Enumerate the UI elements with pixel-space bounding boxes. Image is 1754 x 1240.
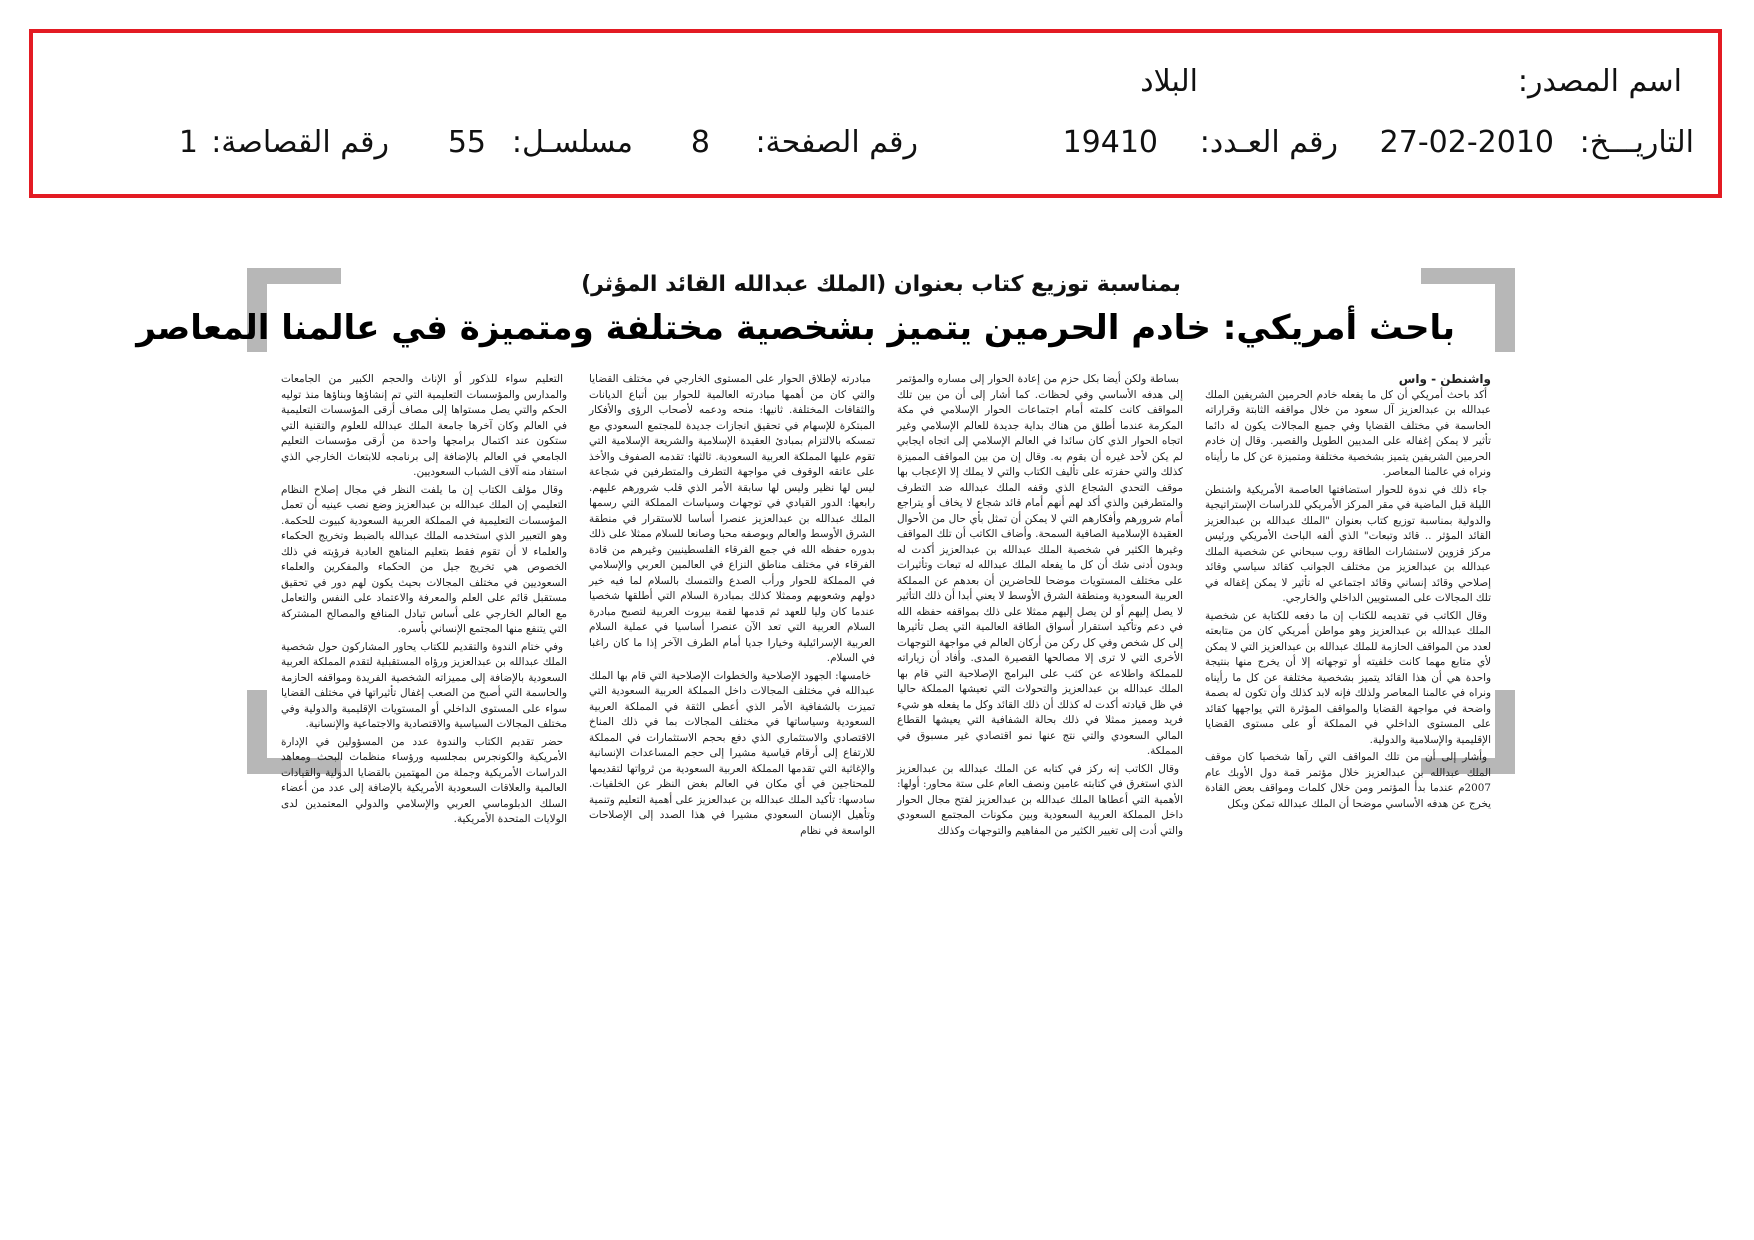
- serial-label: مسلسـل:: [511, 125, 633, 160]
- paragraph: وقال مؤلف الكتاب إن ما يلفت النظر في مجال إصلاح النظام التعليمي إن الملك عبدالله بن عبدالعزيز وضع نصب عينيه أن تعمل المؤسسات التعليمية في المملكة العربية السعودية كبيوت للحكمة. وهو التعبير الذي استخدمه الملك عبدالله بالضبط وتخريج الحكماء والعلماء لا أن تقوم فقط بتعليم المناهج العادية فرؤيته في ذلك الخصوص هي تخريج جيل من الحكماء والمفكرين والعلماء السعوديين في مختلف المجالات بحيث يكون لهم دور في تحقيق مستقبل قائم على العلم والمعرفة والاعتماد على النفس والتعامل مع العالم الخارجي على أساس تبادل المنافع والمصالح المشتركة التي يتنفع منها المجتمع الإنساني بأسره.: [281, 483, 567, 635]
- article-headline: باحث أمريكي: خادم الحرمين يتميز بشخصية مختلفة ومتميزة في عالمنا المعاصر: [136, 308, 1455, 348]
- newspaper-clipping: [136, 268, 1515, 837]
- clip-number-label: رقم القصاصة:: [211, 125, 389, 160]
- source-label: اسم المصدر:: [1517, 64, 1682, 99]
- paragraph: وفي ختام الندوة والتقديم للكتاب يحاور المشاركون حول شخصية الملك عبدالله بن عبدالعزيز ورؤاه المستقبلية لتقدم المملكة العربية السعودية بالإضافة إلى مميزاته الشخصية الفريدة ومواقفه الحازمة والحاسمة التي أصبح من الصعب إغفال تأثيراتها في مختلف القضايا سواء على المستوى الداخلي أو المستويات الإقليمية والدولية وفي مختلف المجالات السياسية والاقتصادية والاجتماعية والإنسانية.: [281, 640, 567, 730]
- paragraph: وقال الكاتب إنه ركز في كتابه عن الملك عبدالله بن عبدالعزيز الذي استغرق في كتابته عامين ونصف العام على ستة محاور: أولها: الأهمية التي أعطاها الملك عبدالله بن عبدالعزيز لفتح مجال الحوار داخل المملكة العربية السعودية وبين مكونات المجتمع السعودي والتي أدت إلى تغيير الكثير من المفاهيم والتوجهات وكذلك: [897, 762, 1183, 837]
- paragraph: حضر تقديم الكتاب والندوة عدد من المسؤولين في الإدارة الأمريكية والكونجرس بمجلسيه ورؤساء منظمات البحث ومعاهد الدراسات الأمريكية وجملة من المهتمين بالقضايا الدولية والقيادات العالمية والعلاقات السعودية الأمريكية بالإضافة إلى عدد من أعضاء السلك الدبلوماسي العربي والإسلامي والدولي المعتمدين لدى الولايات المتحدة الأمريكية.: [281, 735, 567, 825]
- paragraph: التعليم سواء للذكور أو الإناث والحجم الكبير من الجامعات والمدارس والمؤسسات التعليمية التي تم إنشاؤها وبناؤها منذ توليه الحكم والتي يصل مستواها إلى مصاف أرقى المؤسسات التعليمية في العالم وكان آخرها جامعة الملك عبدالله للعلوم والتقنية التي ستكون عند اكتمال برامجها واحدة من أرقى مؤسسات التعليم الجامعي في العالم بالإضافة إلى برنامجه للابتعاث الخارجي الذي استفاد منه آلاف الشباب السعوديين.: [281, 373, 567, 478]
- clip-number-value: 1: [178, 125, 198, 160]
- article-kicker: بمناسبة توزيع كتاب بعنوان (الملك عبدالله القائد المؤثر): [581, 272, 1181, 297]
- paragraph: بساطة ولكن أيضا بكل حزم من إعادة الحوار إلى مساره والمؤتمر إلى هدفه الأساسي وفي لحظات. كما أشار إلى أن من بين تلك المواقف كانت كلمته أمام اجتماعات الحوار الإسلامي في مكة المكرمة عندما أطلق من هناك بداية جديدة للعالم الإسلامي وغير اتجاه الحوار الذي كان سائدا في العالم الإسلامي إلى اتجاه ايجابي لم يكن لأحد غيره أن يقوم به. وقال إن من بين المواقف المميزة كذلك والتي حفزته على تأليف الكتاب والتي لا يملك إلا الإعجاب بها موقف التحدي الشجاع الذي وقفه الملك عبدالله ضد التطرف والمتطرفين والذي أكد لهم أنهم أمام قائد شجاع لا يخاف أو يتراجع أمام شرورهم وأفكارهم التي لا يمكن أن تمثل بأي حال من الأحوال العقيدة الإسلامية الصافية السمحة. وأضاف الكاتب أن تلك المواقف وغيرها الكثير في شخصية الملك عبدالله بن عبدالعزيز أكدت له وبدون أدنى شك أن كل ما يفعله الملك عبدالله له تبعات وتأثيرات على مختلف المستويات موضحا للحاضرين أن بعدهم عن المملكة العربية السعودية ومنطقة الشرق الأوسط لا يعني أبدا أن ذلك التأثير لا يصل إليهم أو لن يصل إليهم ممثلا على ذلك بمواقفه حفظه الله في دعم وتأكيد استقرار أسواق الطاقة العالمية التي يصل تأثيرها إلى كل شخص وفي كل ركن من أركان العالم في مواجهة التوجهات الأخرى التي لا ترى إلا مصالحها القصيرة المدى. وأفاد أن زياراته للمملكة واطلاعه عن كثب على البرامج الإصلاحية التي قام بها الملك عبدالله بن عبدالعزيز والتحولات التي تعيشها المملكة حاليا في ظل قيادته أكدت له كذلك أن ذلك القائد وكل ما يفعله هو شيء فريد ومميز ممثلا في ذلك بحالة الشفافية التي يعيشها القطاع المالي السعودي والتي نتج عنها نمو اقتصادي غير مسبوق في المملكة.: [897, 373, 1183, 757]
- issue-label: رقم العـدد:: [1199, 125, 1338, 160]
- clipping-metadata-box: [29, 29, 1722, 198]
- date-label: التاريـــخ:: [1579, 125, 1694, 160]
- article-column-1: [1205, 372, 1491, 810]
- article-dateline: واشنطن - واس: [1398, 372, 1491, 386]
- corner-bracket-bottom-left-vertical: [247, 690, 267, 774]
- serial-value: 55: [447, 125, 486, 160]
- date-value: 27-02-2010: [1379, 125, 1554, 160]
- paragraph: أكد باحث أمريكي أن كل ما يفعله خادم الحرمين الشريفين الملك عبدالله بن عبدالعزيز آل سعود من خلال مواقفه الثابتة وقراراته الحاسمة في مختلف القضايا وفي جميع المجالات يكون له دائما تأثير لا يمكن إغفاله على المديين الطويل والقصير. وقال إن خادم الحرمين الشريفين يتميز بشخصية مختلفة ومتميزة عن كل ما رأيناه ونراه في عالمنا المعاصر.: [1205, 388, 1491, 478]
- paragraph: خامسها: الجهود الإصلاحية والخطوات الإصلاحية التي قام بها الملك عبدالله في مختلف المجالات داخل المملكة العربية السعودية التي تميزت بالشفافية الأمر الذي أعطى الثقة في المملكة العربية السعودية وسياساتها في مختلف المجالات بما في ذلك المناخ الاقتصادي والاستثماري الذي دفع بحجم الاستثمارات في المملكة للارتفاع إلى أرقام قياسية مشيرا إلى حجم المساعدات الإنسانية والإغاثية التي تقدمها المملكة العربية السعودية من ثرواتها لتقديمها للمحتاجين في أي مكان في العالم بغض النظر عن الخلفيات. سادسها: تأكيد الملك عبدالله بن عبدالعزيز على أهمية التعليم وتنمية وتأهيل الإنسان السعودي مشيرا في هذا الصدد إلى الإصلاحات الواسعة في نظام: [589, 669, 875, 837]
- source-value: البلاد: [1140, 64, 1198, 99]
- paragraph: مبادرته لإطلاق الحوار على المستوى الخارجي في مختلف القضايا والتي كان من أهمها مبادرته العالمية للحوار بين أتباع الديانات والثقافات المختلفة. ثانيها: منحه ودعمه لأصحاب الرؤى والأفكار المبتكرة للإسهام في تحقيق انجازات جديدة للمجتمع السعودي مع تمسكه بالالتزام بمبادئ العقيدة الإسلامية والشريعة الإسلامية التي تقوم عليها المملكة العربية السعودية. ثالثها: تقدمه الصفوف والأخذ على عاتقه الوقوف في مواجهة التطرف والمتطرفين في شجاعة ليس لها نظير وليس لها سابقة الأمر الذي قلب شرورهم عليهم. رابعها: الدور القيادي في توجهات وسياسات المملكة التي رسمها الملك عبدالله بن عبدالعزيز عنصرا أساسا للاستقرار في منطقة الشرق الأوسط والعالم وبوصفه محبا وصانعا للسلام ممثلا على ذلك بدوره حفظه الله في جمع الفرقاء الفلسطينيين وغيرهم من قادة الفرقاء في مختلف مناطق النزاع في العالمين العربي والإسلامي في المملكة للحوار ورأب الصدع والتمسك بالسلام لما فيه خير دولهم وشعوبهم وممثلا كذلك بمبادرة السلام التي أطلقها شخصيا عندما كان وليا للعهد ثم قدمها لقمة بيروت العربية لتصبح مبادرة السلام العربية التي تعد الآن عنصرا أساسيا في عملية السلام العربية الإسرائيلية وخيارا جديا أمام الطرف الآخر إذا ما كان راغبا في السلام.: [589, 373, 875, 664]
- page-label: رقم الصفحة:: [755, 125, 918, 160]
- article-column-4: [281, 372, 567, 825]
- paragraph: وقال الكاتب في تقديمه للكتاب إن ما دفعه للكتابة عن شخصية الملك عبدالله بن عبدالعزيز وهو مواطن أمريكي كان من متابعته لعدد من المواقف الحازمة للملك عبدالله بن عبدالعزيز التي لا يمكن لأي متابع مهما كانت خلفيته أو توجهاته إلا أن يخرج منها بنتيجة واحدة هي أن هذا القائد يتميز بشخصية مختلفة عن كل ما رأيناه ونراه في عالمنا المعاصر ولذلك فإنه لابد كذلك وأن تكون له بصمة واضحة في مواجهة القضايا والمواقف المؤثرة التي يواجهها كقائد على المستوى الداخلي في المملكة أو على مستوى القضايا الإقليمية والإسلامية والدولية.: [1205, 609, 1491, 746]
- article-column-2: [897, 372, 1183, 837]
- paragraph: جاء ذلك في ندوة للحوار استضافتها العاصمة الأمريكية واشنطن الليلة قبل الماضية في مقر المركز الأمريكي للدراسات الإستراتيجية والدولية بمناسبة توزيع كتاب بعنوان "الملك عبدالله بن عبدالعزيز القائد المؤثر .. قائد وتبعات" الذي ألفه الباحث الأمريكي ورئيس مركز قزوين لاستشارات الطاقة روب سبحاني عن شخصية الملك عبدالله بن عبدالعزيز من مختلف الجوانب كقائد سياسي وقائد إصلاحي وقائد إنساني وقائد اجتماعي له تأثير لا يمكن إغفاله في تلك المجالات على المستويين الداخلي والخارجي.: [1205, 483, 1491, 604]
- issue-value: 19410: [1062, 125, 1158, 160]
- corner-bracket-bottom-right-vertical: [1495, 690, 1515, 774]
- paragraph: وأشار إلى أن من تلك المواقف التي رآها شخصيا كان موقف الملك عبدالله بن عبدالعزيز خلال مؤتمر قمة دول الأوبك عام 2007م عندما بدأ المؤتمر ومن خلال كلمات ومواقف بعض القادة يخرج عن هدفه الأساسي موضحا أن الملك عبدالله تمكن وبكل: [1205, 751, 1491, 810]
- article-column-3: [589, 372, 875, 837]
- page-value: 8: [690, 125, 710, 160]
